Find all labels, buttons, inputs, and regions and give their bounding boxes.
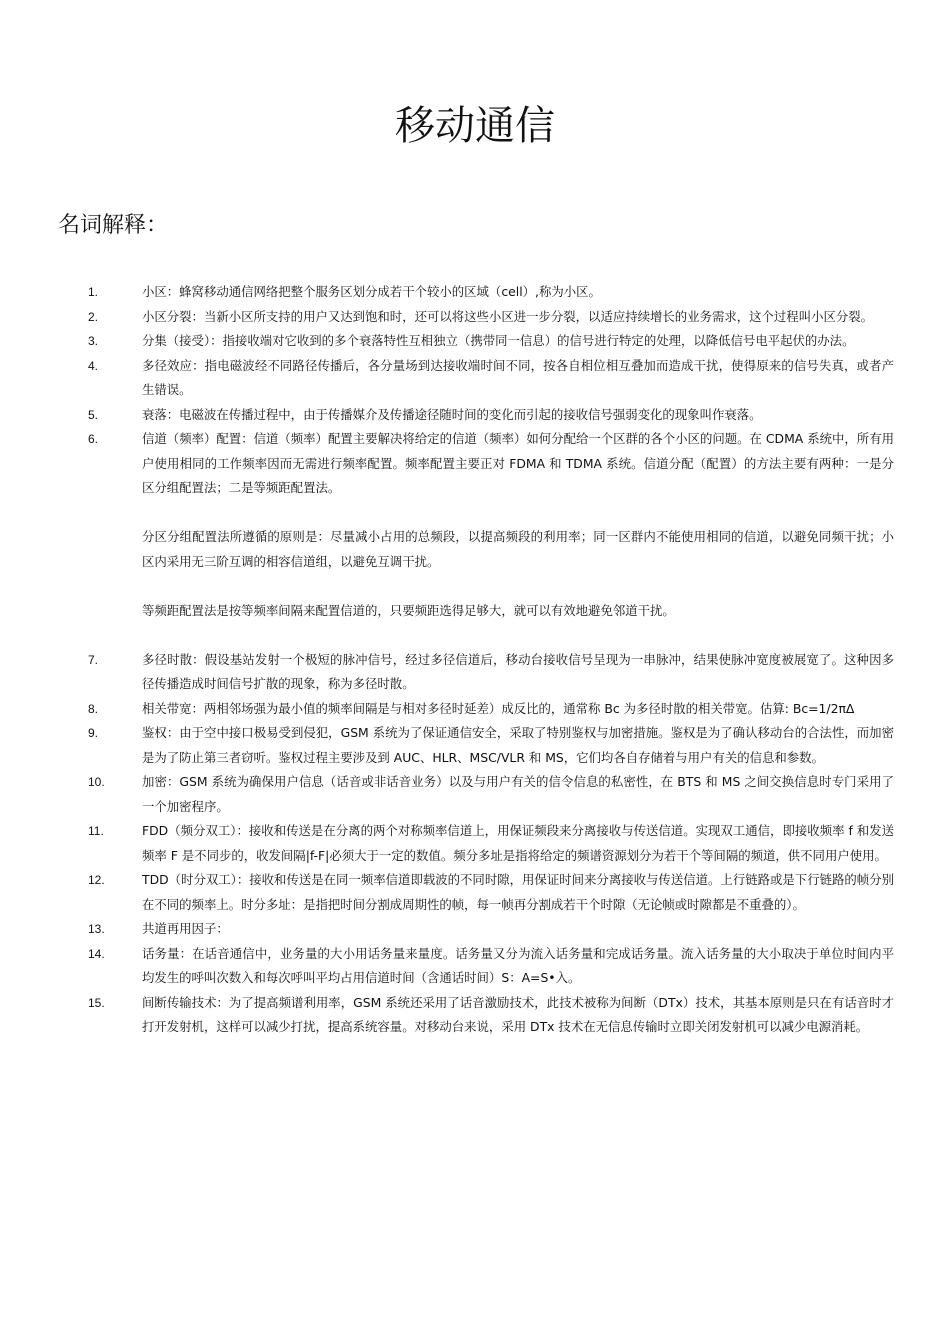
definition-list [0, 280, 950, 1040]
list-item [0, 697, 950, 722]
item-text: 加密：GSM 系统为确保用户信息（话音或非话音业务）以及与用户有关的信令信息的私密性，在 BTS 和 MS 之间交换信息时专门采用了一个加密程序。 [142, 774, 894, 814]
item-text: 话务量：在话音通信中，业务量的大小用话务量来量度。话务量又分为流入话务量和完成话务量。流入话务量的大小取决于单位时间内平均发生的呼叫次数入和每次呼叫平均占用信道时间（含通话时间）S：A=S•入。 [142, 945, 894, 985]
item-number: 10. [88, 775, 105, 789]
item-text: 共道再用因子： [142, 921, 229, 936]
item-text: 小区：蜂窝移动通信网络把整个服务区划分成若干个较小的区域（cell）,称为小区。 [142, 284, 601, 299]
item-text: 多径时散：假设基站发射一个极短的脉冲信号，经过多径信道后，移动台接收信号呈现为一串脉冲，结果使脉冲宽度被展宽了。这种因多径传播造成时间信号扩散的现象，称为多径时散。 [142, 651, 894, 691]
item-text: 多径效应：指电磁波经不同路径传播后，各分量场到达接收端时间不同，按各自相位相互叠加而造成干扰，使得原来的信号失真，或者产生错误。 [142, 357, 894, 397]
item-number: 6. [88, 432, 99, 446]
list-item [0, 280, 950, 305]
page-title: 移动通信 [395, 103, 555, 149]
item-number: 15. [88, 995, 105, 1010]
item-number: 3. [88, 334, 99, 348]
list-item [0, 721, 950, 770]
list-item [0, 403, 950, 428]
item-number: 4. [88, 358, 99, 373]
item-text: FDD（频分双工）：接收和传送是在分离的两个对称频率信道上，用保证频段来分离接收与传送信道。实现双工通信，即接收频率 f 和发送频率 F 是不同步的，收发间隔|f-F|必须大于一定的数值。频分多址是指将给定的频谱资源划分为若干个等间隔的频道，供不同用户使用。 [142, 823, 894, 863]
item-text: 分集（接受）：指接收端对它收到的多个衰落特性互相独立（携带同一信息）的信号进行特定的处理，以降低信号电平起伏的办法。 [142, 333, 855, 348]
list-item [0, 868, 950, 917]
item-number: 9. [88, 726, 99, 740]
list-item [0, 770, 950, 819]
item-text: 衰落：电磁波在传播过程中，由于传播媒介及传播途径随时间的变化而引起的接收信号强弱变化的现象叫作衰落。 [142, 406, 762, 422]
list-item [0, 648, 950, 697]
item-text: 信道（频率）配置：信道（频率）配置主要解决将给定的信道（频率）如何分配给一个区群的各个小区的问题。在 CDMA 系统中，所有用户使用相同的工作频率因而无需进行频率配置。频率配置主要正对 FDMA 和 TDMA 系统。信道分配（配置）的方法主要有两种：一是分区分组配置法；二是等频距配置法。 [142, 431, 894, 495]
item-paragraph: 分区分组配置法所遵循的原则是：尽量减小占用的总频段，以提高频段的利用率；同一区群内不能使用相同的信道，以避免同频干扰；小区内采用无三阶互调的相容信道组，以避免互调干扰。 [142, 529, 894, 569]
item-text: 相关带宽：两相邻场强为最小值的频率间隔是与相对多径时延差）成反比的，通常称 Bc 为多径时散的相关带宽。估算: Bc=1/2πΔ [142, 700, 855, 716]
item-paragraph: 等频距配置法是按等频率间隔来配置信道的，只要频距选得足够大，就可以有效地避免邻道干扰。 [142, 602, 675, 618]
list-item [0, 991, 950, 1040]
list-item [0, 354, 950, 403]
list-item [0, 305, 950, 330]
list-item [0, 942, 950, 991]
item-number: 11. [88, 824, 104, 838]
list-item [0, 427, 950, 623]
section-heading: 名词解释： [58, 213, 169, 238]
list-item [0, 819, 950, 868]
item-number: 13. [88, 922, 105, 936]
item-number: 8. [88, 701, 99, 716]
item-number: 14. [88, 946, 105, 961]
item-text: 间断传输技术：为了提高频谱利用率，GSM 系统还采用了话音激励技术，此技术被称为间断（DTx）技术，其基本原则是只在有话音时才打开发射机，这样可以减少打扰，提高系统容量。对移动台来说，采用 DTx 技术在无信息传输时立即关闭发射机可以减少电源消耗。 [142, 994, 894, 1034]
item-number: 5. [88, 407, 99, 422]
item-text: 鉴权：由于空中接口极易受到侵犯，GSM 系统为了保证通信安全，采取了特别鉴权与加密措施。鉴权是为了确认移动台的合法性，而加密是为了防止第三者窃听。鉴权过程主要涉及到 AUC、HLR、MSC/VLR 和 MS，它们均各自存储着与用户有关的信息和参数。 [142, 725, 894, 765]
item-number: 1. [88, 285, 99, 299]
item-number: 2. [88, 309, 99, 324]
item-text: TDD（时分双工）：接收和传送是在同一频率信道即载波的不同时隙，用保证时间来分离接收与传送信道。上行链路或是下行链路的帧分别在不同的频率上。时分多址：是指把时间分割成周期性的帧，每一帧再分割成若干个时隙（无论帧或时隙都是不重叠的）。 [142, 872, 894, 912]
item-number: 7. [88, 652, 99, 667]
item-number: 12. [88, 873, 105, 887]
item-text: 小区分裂：当新小区所支持的用户又达到饱和时，还可以将这些小区进一步分裂，以适应持续增长的业务需求，这个过程叫小区分裂。 [142, 308, 874, 324]
list-item [0, 329, 950, 354]
list-item [0, 917, 950, 942]
